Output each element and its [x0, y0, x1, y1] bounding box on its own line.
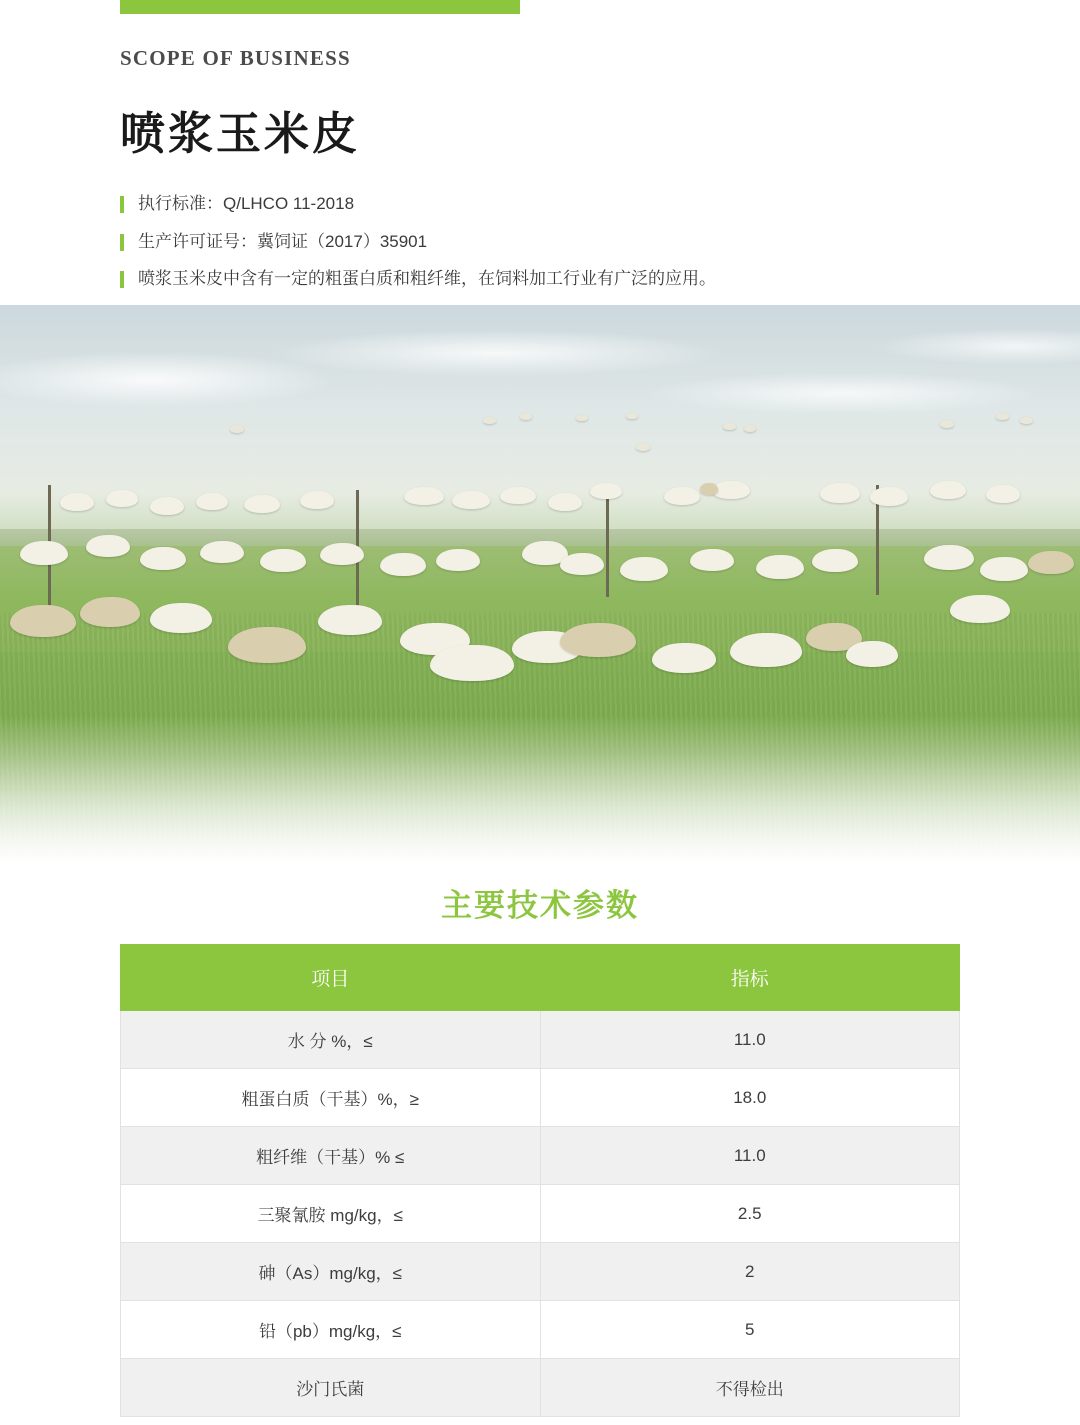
table-header-row: [121, 945, 960, 1011]
cell-value: 不得检出: [540, 1359, 960, 1417]
bullet-text: 执行标准：Q/LHCO 11-2018: [138, 194, 355, 213]
sheep: [980, 557, 1028, 581]
sheep: [700, 483, 718, 495]
cell-item: 粗蛋白质（干基）%，≥: [121, 1069, 541, 1127]
sheep: [318, 605, 382, 635]
params-table: [120, 944, 960, 1417]
sheep: [986, 485, 1020, 503]
cell-item: 三聚氰胺 mg/kg，≤: [121, 1185, 541, 1243]
distant-animal: [626, 413, 638, 419]
sheep: [86, 535, 130, 557]
top-accent-bar: [120, 0, 520, 14]
section-eyebrow: SCOPE OF BUSINESS: [120, 46, 351, 70]
list-item: [120, 267, 1020, 292]
bullet-text: 喷浆玉米皮中含有一定的粗蛋白质和粗纤维，在饲料加工行业有广泛的应用。: [138, 269, 716, 289]
sheep: [140, 547, 186, 570]
list-item: [120, 230, 1020, 255]
sheep: [690, 549, 734, 571]
sheep: [300, 491, 334, 509]
distant-animal: [744, 425, 756, 432]
sheep: [150, 603, 212, 633]
params-section-title: 主要技术参数: [441, 888, 639, 923]
table-row: [121, 1243, 960, 1301]
distant-animal: [1020, 417, 1033, 424]
sheep: [436, 549, 480, 571]
table-row: [121, 1127, 960, 1185]
cell-item: 粗纤维（干基）% ≤: [121, 1127, 541, 1185]
header-bullet-list: [120, 192, 1020, 292]
cell-value: 2: [540, 1243, 960, 1301]
cell-value: 11.0: [540, 1127, 960, 1185]
distant-animal: [230, 425, 244, 433]
table-row: [121, 1185, 960, 1243]
bullet-text: 生产许可证号：冀饲证（2017）35901: [138, 231, 428, 251]
grassland-sheep-photo: [0, 305, 1080, 865]
sheep: [10, 605, 76, 637]
distant-animal: [723, 423, 736, 430]
distant-animal: [996, 413, 1009, 420]
sheep: [452, 491, 490, 509]
sheep: [200, 541, 244, 563]
column-header-item: 项目: [121, 945, 541, 1011]
sheep: [228, 627, 306, 663]
sheep: [320, 543, 364, 565]
bullet-marker-icon: [120, 234, 124, 251]
sheep: [430, 645, 514, 681]
params-table-wrapper: [120, 944, 960, 1417]
photo-bottom-fade: [0, 715, 1080, 865]
clouds-layer: [0, 316, 1080, 484]
sheep: [560, 623, 636, 657]
sheep: [106, 490, 138, 507]
sheep: [950, 595, 1010, 623]
sheep: [150, 497, 184, 515]
cell-item: 沙门氏菌: [121, 1359, 541, 1417]
page-title: 喷浆玉米皮: [120, 108, 361, 159]
distant-animal: [483, 417, 496, 424]
sheep: [590, 483, 622, 499]
cell-value: 5: [540, 1301, 960, 1359]
cell-item: 铅（pb）mg/kg，≤: [121, 1301, 541, 1359]
sheep: [380, 553, 426, 576]
sheep: [20, 541, 68, 565]
table-row: [121, 1011, 960, 1069]
sheep: [404, 487, 444, 505]
sheep: [244, 495, 280, 513]
table-row: [121, 1069, 960, 1127]
cell-item: 砷（As）mg/kg，≤: [121, 1243, 541, 1301]
bullet-marker-icon: [120, 271, 124, 288]
table-row: [121, 1301, 960, 1359]
sheep: [196, 493, 228, 510]
cell-value: 2.5: [540, 1185, 960, 1243]
sheep: [560, 553, 604, 575]
sheep: [664, 487, 700, 505]
sheep: [548, 493, 582, 511]
sheep: [60, 493, 94, 511]
sheep: [1028, 551, 1074, 574]
distant-animal: [576, 415, 588, 421]
distant-animal: [520, 413, 532, 420]
table-row: [121, 1359, 960, 1417]
sheep: [730, 633, 802, 667]
sheep: [924, 545, 974, 570]
cell-value: 11.0: [540, 1011, 960, 1069]
column-header-value: 指标: [540, 945, 960, 1011]
sheep: [820, 483, 860, 503]
sheep: [756, 555, 804, 579]
sheep: [80, 597, 140, 627]
cell-item: 水 分 %，≤: [121, 1011, 541, 1069]
cell-value: 18.0: [540, 1069, 960, 1127]
sheep: [652, 643, 716, 673]
sheep: [930, 481, 966, 499]
table-body: [121, 1011, 960, 1417]
bullet-marker-icon: [120, 196, 124, 213]
distant-animal: [940, 420, 954, 428]
sheep: [620, 557, 668, 581]
list-item: [120, 192, 1020, 217]
sheep: [846, 641, 898, 667]
sheep: [260, 549, 306, 572]
sheep: [812, 549, 858, 572]
fence-post: [606, 487, 609, 597]
page-header: [120, 46, 1020, 305]
table-head: [121, 945, 960, 1011]
sheep: [870, 487, 908, 506]
sheep: [500, 487, 536, 504]
distant-animal: [636, 443, 650, 451]
